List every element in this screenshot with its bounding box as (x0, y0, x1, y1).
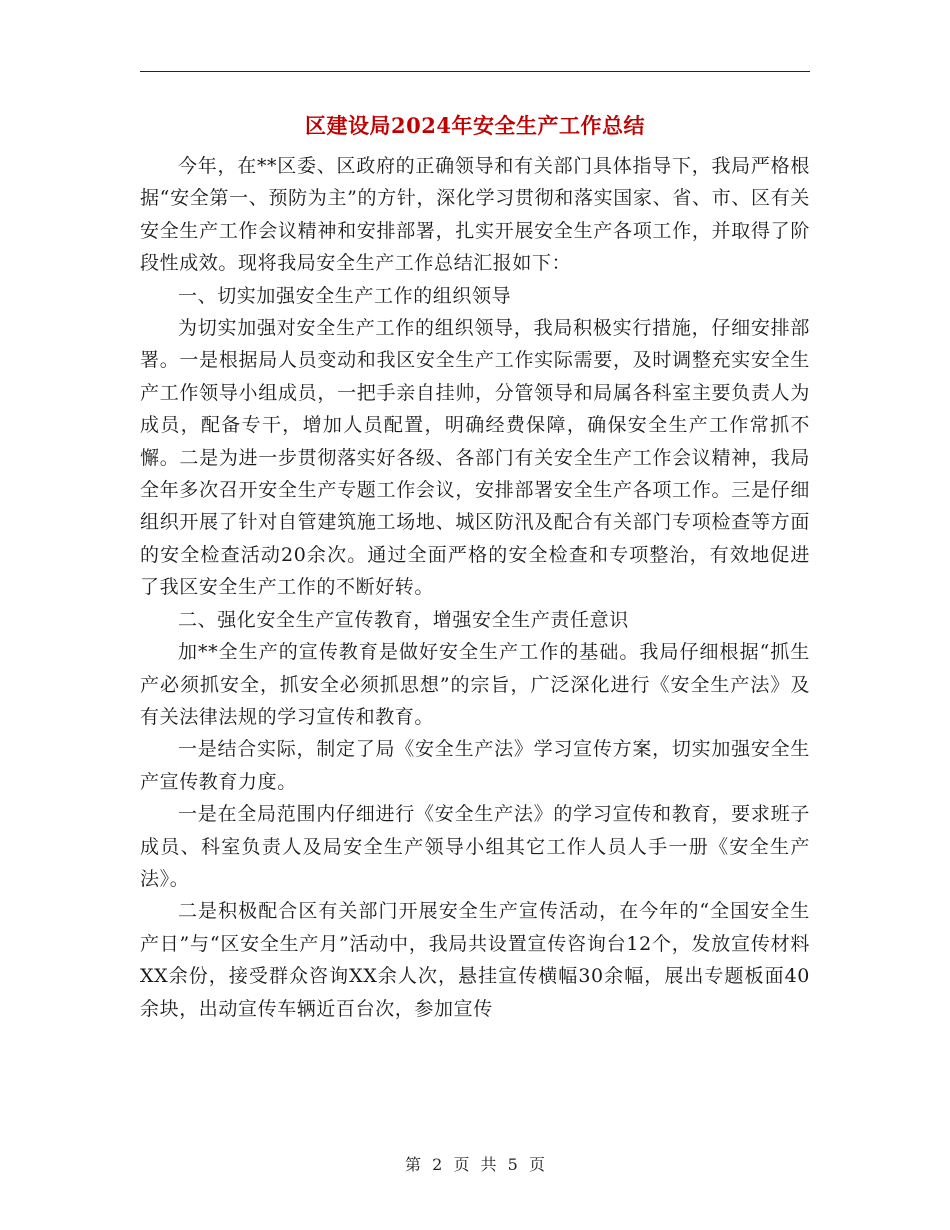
footer-current-page: 2 (432, 1155, 443, 1174)
paragraph-education: 加**全生产的宣传教育是做好安全生产工作的基础。我局仔细根据“抓生产必须抓安全，抓安全必须抓思想”的宗旨，广泛深化进行《安全生产法》及有关法律法规的学习宣传和教育。 (140, 641, 810, 728)
paragraph-point-campaign: 二是积极配合区有关部门开展安全生产宣传活动，在今年的“全国安全生产日”与“区安全生产月”活动中，我局共设置宣传咨询台12个，发放宣传材料XX余份，接受群众咨询XX余人次，悬挂宣传横幅30余幅，展出专题板面40余块，出动宣传车辆近百台次，参加宣传 (140, 900, 810, 1020)
paragraph-organization: 为切实加强对安全生产工作的组织领导，我局积极实行措施，仔细安排部署。一是根据局人员变动和我区安全生产工作实际需要，及时调整充实安全生产工作领导小组成员，一把手亲自挂帅，分管领导和局属各科室主要负责人为成员，配备专干，增加人员配置，明确经费保障，确保安全生产工作常抓不懈。二是为进一步贯彻落实好各级、各部门有关安全生产工作会议精神，我局全年多次召开安全生产专题工作会议，安排部署安全生产各项工作。三是仔细组织开展了针对自管建筑施工场地、城区防汛及配合有关部门专项检查等方面的安全检查活动20余次。通过全面严格的安全检查和专项整治，有效地促进了我区安全生产工作的不断好转。 (140, 317, 810, 599)
header-rule (140, 71, 810, 72)
paragraph-intro: 今年，在**区委、区政府的正确领导和有关部门具体指导下，我局严格根据“安全第一、预防为主”的方针，深化学习贯彻和落实国家、省、市、区有关安全生产工作会议精神和安排部署，扎实开展安全生产各项工作，并取得了阶段性成效。现将我局安全生产工作总结汇报如下： (140, 155, 810, 275)
paragraph-point-plan: 一是结合实际，制定了局《安全生产法》学习宣传方案，切实加强安全生产宣传教育力度。 (140, 738, 810, 793)
page-footer (0, 1153, 950, 1177)
document-body (140, 150, 810, 1025)
section-heading-1: 一、切实加强安全生产工作的组织领导 (178, 284, 512, 307)
footer-total-pages: 5 (507, 1155, 518, 1174)
footer-total-unit: 页 (528, 1155, 545, 1174)
footer-page-unit: 页 (453, 1155, 470, 1174)
section-heading-2: 二、强化安全生产宣传教育，增强安全生产责任意识 (178, 608, 629, 631)
footer-prefix: 第 (405, 1155, 422, 1174)
footer-total-prefix: 共 (480, 1155, 497, 1174)
paragraph-point-study: 一是在全局范围内仔细进行《安全生产法》的学习宣传和教育，要求班子成员、科室负责人及局安全生产领导小组其它工作人员人手一册《安全生产法》。 (140, 803, 810, 890)
document-title: 区建设局2024年安全生产工作总结 (305, 113, 645, 138)
